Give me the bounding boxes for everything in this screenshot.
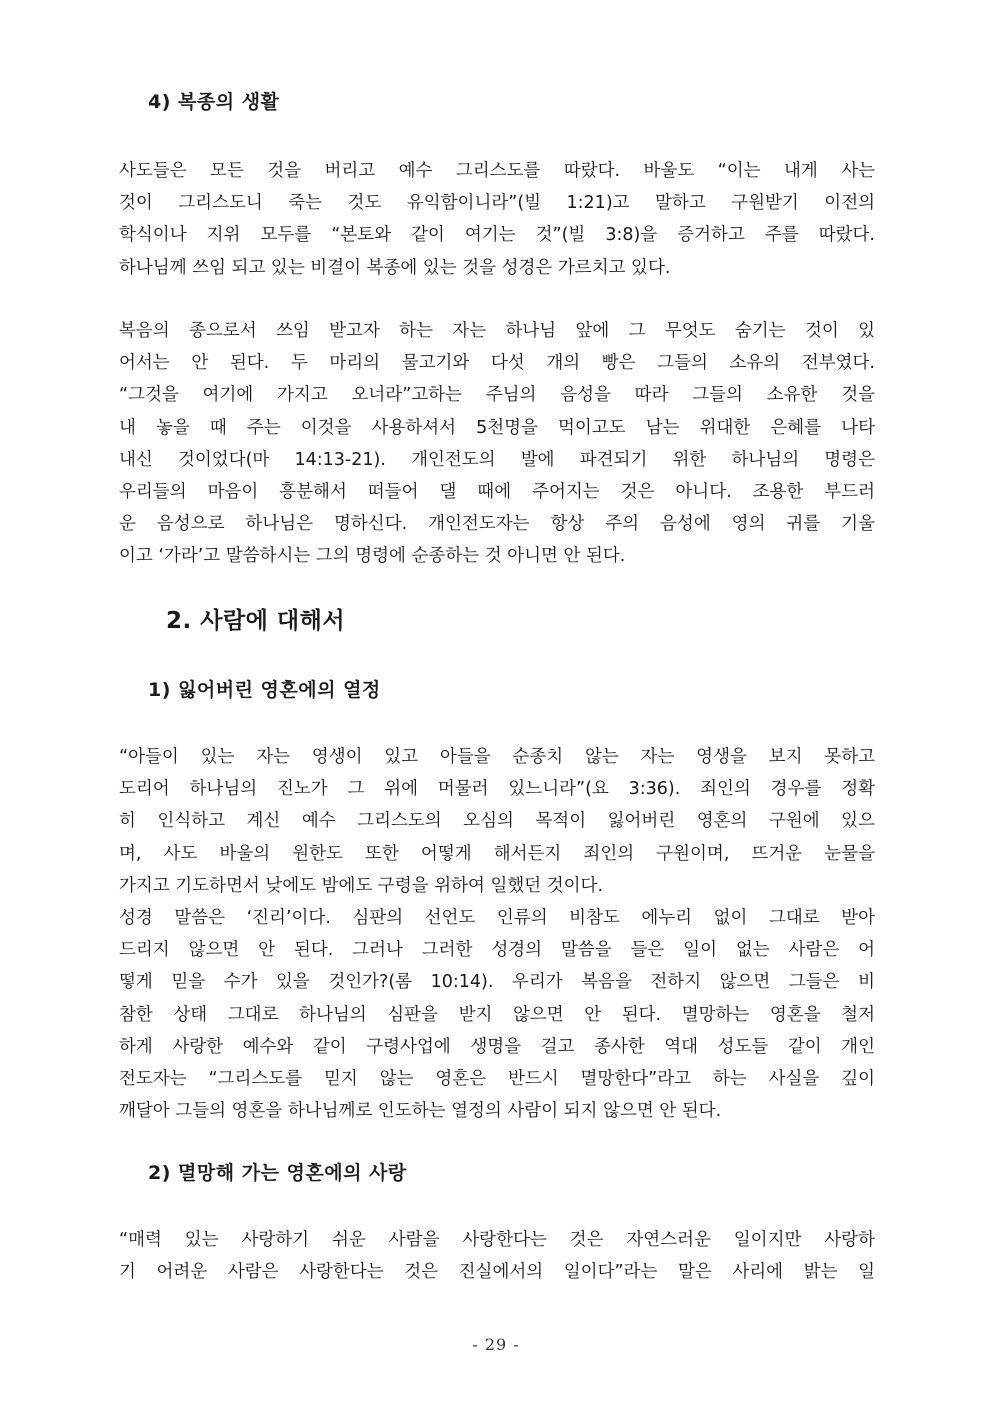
text-line: “매력 있는 사랑하기 쉬운 사람을 사랑한다는 것은 자연스러운 일이지만 사랑하 xyxy=(119,1230,875,1250)
section-heading-obedience: 4) 복종의 생활 xyxy=(148,91,280,113)
text-line: “아들이 있는 자는 영생이 있고 아들을 순종치 않는 자는 영생을 보지 못하고 xyxy=(119,747,875,767)
text-line: 기 어려운 사람은 사랑한다는 것은 진실에서의 일이다”라는 말은 사리에 밝는 일 xyxy=(119,1262,875,1283)
text-line: “그것을 여기에 가지고 오너라”고하는 주님의 음성을 따라 그들의 소유한 것을 xyxy=(119,385,875,406)
section-heading-passion: 1) 잃어버린 영혼에의 열정 xyxy=(148,679,381,701)
paragraph-passion-1 xyxy=(119,741,875,902)
text-line: 도리어 하나님의 진노가 그 위에 머물러 있느니라”(요 3:36). 죄인의 경우를 정확 xyxy=(119,779,875,800)
text-line: 어서는 안 된다. 두 마리의 물고기와 다섯 개의 빵은 그들의 소유의 전부였다. xyxy=(119,353,875,374)
text-line: 내신 것이었다(마 14:13-21). 개인전도의 발에 파견되기 위한 하나님의 명령은 xyxy=(119,449,875,470)
chapter-heading-about-people: 2. 사람에 대해서 xyxy=(166,608,346,634)
text-line: 사도들은 모든 것을 버리고 예수 그리스도를 따랐다. 바울도 “이는 내게 사는 xyxy=(119,161,875,181)
text-line: 성경 말씀은 ‘진리’이다. 심판의 선언도 인류의 비참도 에누리 없이 그대로 받아 xyxy=(119,908,875,928)
text-line: 우리들의 마음이 흥분해서 떠들어 댈 때에 주어지는 것은 아니다. 조용한 부드러 xyxy=(119,481,875,502)
text-line: 하게 사랑한 예수와 같이 구령사업에 생명을 걸고 종사한 역대 성도들 같이 개인 xyxy=(119,1036,875,1057)
text-line: 내 놓을 때 주는 이것을 사용하셔서 5천명을 먹이고도 남는 위대한 은혜를 나타 xyxy=(119,417,875,438)
text-line: 이고 ‘가라’고 말씀하시는 그의 명령에 순종하는 것 아니면 안 된다. xyxy=(119,546,626,567)
text-line: 학식이나 지위 모두를 “본토와 같이 여기는 것”(빌 3:8)을 증거하고 주를 따랐다. xyxy=(119,225,875,246)
text-line: 참한 상태 그대로 하나님의 심판을 받지 않으면 안 된다. 멸망하는 영혼을 철저 xyxy=(119,1004,875,1025)
text-line: 복음의 종으로서 쓰임 받고자 하는 자는 하나님 앞에 그 무엇도 숨기는 것이 있 xyxy=(119,321,875,341)
text-line: 드리지 않으면 안 된다. 그러나 그러한 성경의 말씀을 들은 일이 없는 사람은 어 xyxy=(119,940,875,961)
paragraph-obedience-2 xyxy=(119,315,875,573)
text-line: 가지고 기도하면서 낮에도 밤에도 구령을 위하여 일했던 것이다. xyxy=(119,875,604,896)
text-line: 전도자는 “그리스도를 믿지 않는 영혼은 반드시 멸망한다”라고 하는 사실을 깊이 xyxy=(119,1068,875,1089)
page-number: - 29 - xyxy=(472,1335,520,1354)
text-line: 히 인식하고 계신 예수 그리스도의 오심의 목적이 잃어버린 영혼의 구원에 있으 xyxy=(119,811,875,832)
text-line: 떻게 믿을 수가 있을 것인가?(롬 10:14). 우리가 복음을 전하지 않으면 그들은 비 xyxy=(119,972,875,993)
text-line: 것이 그리스도니 죽는 것도 유익함이니라”(빌 1:21)고 말하고 구원받기 이전의 xyxy=(119,193,875,214)
paragraph-obedience-1 xyxy=(119,155,875,284)
section-heading-love: 2) 멸망해 가는 영혼에의 사랑 xyxy=(148,1162,407,1184)
paragraph-passion-2 xyxy=(119,902,875,1127)
text-line: 깨달아 그들의 영혼을 하나님께로 인도하는 열정의 사람이 되지 않으면 안 된다. xyxy=(119,1101,722,1122)
text-line: 하나님께 쓰임 되고 있는 비결이 복종에 있는 것을 성경은 가르치고 있다. xyxy=(119,257,671,278)
text-line: 운 음성으로 하나님은 명하신다. 개인전도자는 항상 주의 음성에 영의 귀를 기울 xyxy=(119,514,875,535)
text-line: 며, 사도 바울의 원한도 또한 어떻게 해서든지 죄인의 구원이며, 뜨거운 눈물을 xyxy=(119,843,875,864)
paragraph-love-1 xyxy=(119,1224,875,1288)
